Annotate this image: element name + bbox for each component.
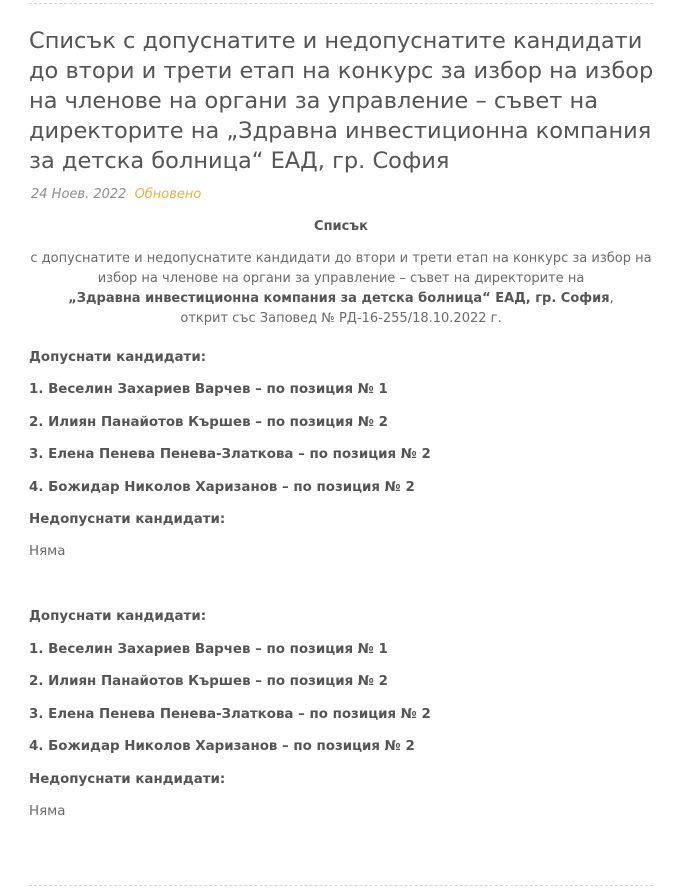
candidate-item: 4. Божидар Николов Харизанов – по позиция № 2 <box>29 739 415 754</box>
intro-paragraph <box>29 249 653 329</box>
intro-line-4: открит със Заповед № РД-16-255/18.10.2022 г. <box>180 311 502 326</box>
company-name: „Здравна инвестиционна компания за детска болница“ ЕАД, гр. София <box>68 291 610 306</box>
candidate-item: 3. Елена Пенева Пенева-Златкова – по позиция № 2 <box>29 707 431 722</box>
post-date: 24 Ноев. 2022 <box>31 187 127 202</box>
page-title: Списък с допуснатите и недопуснатите кандидати до втори и трети етап на конкурс за избор на избор на членове на органи за управление – съвет на директорите на „Здравна инвестиционна компания за детска болница“ ЕАД, гр. София <box>29 28 654 174</box>
updated-label: Обновено <box>134 187 202 202</box>
list-heading: Списък <box>314 219 368 234</box>
rejected-value: Няма <box>29 544 66 559</box>
rejected-heading: Недопуснати кандидати: <box>29 512 226 527</box>
intro-line-3-tail: , <box>609 291 614 306</box>
intro-line-2: избор на членове на органи за управление – съвет на директорите на <box>97 271 585 286</box>
intro-line-3 <box>29 289 653 309</box>
candidate-item: 2. Илиян Панайотов Кършев – по позиция № 2 <box>29 415 388 430</box>
rejected-heading: Недопуснати кандидати: <box>29 772 226 787</box>
candidate-item: 1. Веселин Захариев Варчев – по позиция № 1 <box>29 642 388 657</box>
candidate-item: 1. Веселин Захариев Варчев – по позиция № 1 <box>29 382 388 397</box>
rejected-value: Няма <box>29 804 66 819</box>
top-divider <box>29 3 653 4</box>
admitted-heading: Допуснати кандидати: <box>29 609 207 624</box>
bottom-divider <box>29 885 653 886</box>
intro-line-1: с допуснатите и недопуснатите кандидати до втори и трети етап на конкурс за избор на <box>30 251 652 266</box>
candidate-item: 4. Божидар Николов Харизанов – по позиция № 2 <box>29 480 415 495</box>
post-meta <box>31 186 201 204</box>
candidate-item: 3. Елена Пенева Пенева-Златкова – по позиция № 2 <box>29 447 431 462</box>
admitted-heading: Допуснати кандидати: <box>29 350 207 365</box>
candidate-item: 2. Илиян Панайотов Кършев – по позиция № 2 <box>29 674 388 689</box>
